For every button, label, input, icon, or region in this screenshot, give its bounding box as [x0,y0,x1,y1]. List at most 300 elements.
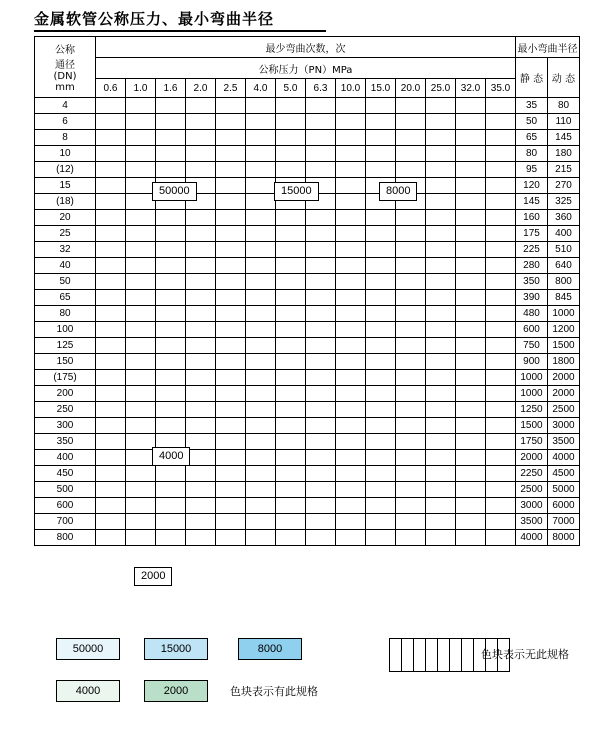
dn-value-cell: 450 [35,466,96,482]
spec-cell [486,354,516,370]
spec-cell [396,402,426,418]
radius-dynamic-cell: 110 [548,114,580,130]
spec-cell [126,130,156,146]
spec-cell [396,322,426,338]
spec-cell [276,290,306,306]
spec-cell [246,450,276,466]
spec-cell [156,322,186,338]
page-title: 金属软管公称压力、最小弯曲半径 [34,10,275,28]
spec-cell [336,130,366,146]
spec-cell [396,114,426,130]
spec-cell [216,322,246,338]
spec-cell [396,386,426,402]
legend-swatch-50000: 50000 [56,638,120,660]
radius-static-cell: 900 [516,354,548,370]
spec-cell [456,450,486,466]
spec-cell [456,146,486,162]
dn-value-cell: (18) [35,194,96,210]
spec-cell [126,322,156,338]
spec-cell [366,450,396,466]
radius-static-cell: 1750 [516,434,548,450]
spec-cell [126,514,156,530]
spec-cell [366,498,396,514]
dn-value-cell: 25 [35,226,96,242]
spec-cell [246,290,276,306]
radius-static-cell: 145 [516,194,548,210]
spec-cell [486,178,516,194]
spec-cell [486,530,516,546]
pressure-col-header: 4.0 [246,79,276,98]
spec-cell [276,274,306,290]
spec-cell [216,194,246,210]
spec-cell [396,370,426,386]
spec-cell [246,178,276,194]
table-row [35,290,580,306]
spec-cell [216,290,246,306]
table-row [35,322,580,338]
spec-cell [306,514,336,530]
spec-cell [336,354,366,370]
pressure-header: 公称压力（PN）MPa [96,58,516,79]
radius-dynamic-cell: 1000 [548,306,580,322]
spec-cell [216,482,246,498]
spec-cell [306,98,336,114]
spec-cell [126,274,156,290]
spec-cell [486,98,516,114]
dn-value-cell: 100 [35,322,96,338]
spec-cell [246,226,276,242]
pressure-col-header: 5.0 [276,79,306,98]
spec-cell [456,274,486,290]
spec-cell [456,210,486,226]
spec-cell [426,402,456,418]
spec-cell [186,98,216,114]
spec-cell [246,130,276,146]
dn-value-cell: 10 [35,146,96,162]
spec-cell [336,466,366,482]
spec-cell [276,322,306,338]
spec-cell [336,274,366,290]
spec-cell [426,274,456,290]
spec-cell [216,306,246,322]
spec-cell [186,290,216,306]
spec-table-container [34,36,580,582]
spec-cell [186,322,216,338]
radius-static-cell: 2500 [516,482,548,498]
spec-cell [216,530,246,546]
dn-value-cell: 125 [35,338,96,354]
spec-cell [126,226,156,242]
spec-cell [126,210,156,226]
spec-cell [366,162,396,178]
table-row [35,306,580,322]
table-row [35,466,580,482]
spec-cell [336,306,366,322]
spec-cell [216,354,246,370]
spec-cell [96,402,126,418]
spec-cell [366,146,396,162]
table-body [35,98,580,546]
radius-dynamic-cell: 8000 [548,530,580,546]
spec-cell [306,354,336,370]
table-row [35,242,580,258]
spec-cell [396,530,426,546]
spec-cell [426,290,456,306]
radius-dynamic-cell: 2500 [548,402,580,418]
dn-value-cell: 15 [35,178,96,194]
spec-cell [306,274,336,290]
spec-cell [366,322,396,338]
legend-swatch-2000: 2000 [144,680,208,702]
spec-cell [96,210,126,226]
spec-cell [156,162,186,178]
radius-dynamic-cell: 325 [548,194,580,210]
spec-cell [306,434,336,450]
spec-cell [96,130,126,146]
spec-cell [486,386,516,402]
bend-radius-header: 最小弯曲半径 [516,37,580,58]
spec-cell [156,514,186,530]
radius-static-cell: 3000 [516,498,548,514]
spec-cell [396,498,426,514]
spec-cell [246,210,276,226]
spec-cell [96,434,126,450]
spec-cell [96,146,126,162]
radius-static-cell: 4000 [516,530,548,546]
spec-cell [456,514,486,530]
pressure-col-header: 15.0 [366,79,396,98]
spec-cell [336,322,366,338]
spec-cell [336,98,366,114]
spec-cell [306,466,336,482]
no-spec-cell [390,639,402,672]
spec-cell [186,514,216,530]
spec-cell [396,98,426,114]
spec-cell [276,258,306,274]
spec-cell [186,354,216,370]
table-row [35,354,580,370]
spec-cell [486,306,516,322]
spec-cell [216,98,246,114]
dn-value-cell: 50 [35,274,96,290]
spec-cell [186,386,216,402]
spec-cell [156,530,186,546]
dn-header-line2: 通径 [55,60,75,71]
spec-cell [216,274,246,290]
spec-cell [246,306,276,322]
spec-cell [456,226,486,242]
radius-static-cell: 1250 [516,402,548,418]
spec-cell [96,114,126,130]
spec-cell [426,162,456,178]
spec-cell [396,466,426,482]
spec-cell [186,258,216,274]
spec-cell [336,194,366,210]
spec-cell [486,162,516,178]
radius-dynamic-cell: 4500 [548,466,580,482]
spec-cell [456,322,486,338]
spec-cell [336,450,366,466]
spec-cell [126,162,156,178]
spec-cell [216,498,246,514]
spec-cell [426,434,456,450]
spec-cell [216,386,246,402]
spec-cell [366,402,396,418]
radius-dynamic-cell: 145 [548,130,580,146]
spec-cell [126,338,156,354]
spec-cell [486,274,516,290]
radius-dynamic-cell: 3500 [548,434,580,450]
spec-cell [246,466,276,482]
spec-cell [366,226,396,242]
radius-static-cell: 175 [516,226,548,242]
spec-cell [396,418,426,434]
spec-cell [186,226,216,242]
radius-static-cell: 95 [516,162,548,178]
spec-cell [366,114,396,130]
radius-dynamic-cell: 80 [548,98,580,114]
spec-cell [246,354,276,370]
spec-cell [306,130,336,146]
spec-cell [186,530,216,546]
radius-static-cell: 160 [516,210,548,226]
spec-cell [276,530,306,546]
spec-cell [426,530,456,546]
spec-cell [186,210,216,226]
spec-cell [426,306,456,322]
pressure-col-header: 32.0 [456,79,486,98]
pressure-col-header: 2.5 [216,79,246,98]
table-row [35,482,580,498]
spec-cell [336,338,366,354]
spec-cell [156,370,186,386]
dn-header-line3: (DN) [53,71,77,82]
spec-cell [216,434,246,450]
radius-static-cell: 1000 [516,370,548,386]
spec-cell [426,354,456,370]
spec-cell [156,418,186,434]
spec-cell [396,258,426,274]
radius-static-cell: 390 [516,290,548,306]
pressure-col-header: 25.0 [426,79,456,98]
spec-cell [486,514,516,530]
table-row [35,514,580,530]
spec-cell [426,178,456,194]
bend-count-header: 最少弯曲次数，次 [96,37,516,58]
spec-cell [216,514,246,530]
spec-cell [276,354,306,370]
spec-cell [126,386,156,402]
spec-cell [246,258,276,274]
radius-dynamic-cell: 800 [548,274,580,290]
spec-cell [336,370,366,386]
spec-cell [156,226,186,242]
spec-cell [96,194,126,210]
spec-cell [186,418,216,434]
spec-cell [276,386,306,402]
dn-value-cell: 700 [35,514,96,530]
spec-table [34,36,580,546]
spec-cell [246,98,276,114]
spec-cell [396,130,426,146]
pressure-col-header: 1.6 [156,79,186,98]
spec-cell [96,450,126,466]
spec-cell [456,418,486,434]
spec-cell [336,530,366,546]
table-row [35,146,580,162]
spec-cell [276,306,306,322]
legend-note-has-spec: 色块表示有此规格 [230,685,318,698]
spec-cell [186,114,216,130]
spec-cell [246,162,276,178]
legend-note-no-spec: 色块表示无此规格 [481,648,569,661]
spec-cell [276,242,306,258]
spec-cell [456,242,486,258]
spec-cell [246,498,276,514]
spec-cell [126,290,156,306]
spec-cell [96,386,126,402]
no-spec-cell [450,639,462,672]
spec-cell [306,306,336,322]
spec-cell [96,354,126,370]
spec-cell [276,130,306,146]
dn-header-line1: 公称 [55,45,75,56]
spec-cell [186,162,216,178]
overlay-label-4000: 4000 [152,447,190,466]
spec-cell [216,162,246,178]
spec-cell [246,242,276,258]
spec-cell [456,434,486,450]
spec-cell [156,146,186,162]
spec-cell [486,210,516,226]
spec-cell [426,418,456,434]
spec-cell [126,482,156,498]
radius-dynamic-cell: 215 [548,162,580,178]
radius-static-cell: 65 [516,130,548,146]
dn-header-line4: mm [55,82,75,93]
legend-row-1 [34,638,574,668]
spec-cell [366,530,396,546]
spec-cell [366,418,396,434]
spec-cell [306,242,336,258]
spec-cell [426,258,456,274]
dn-value-cell: 400 [35,450,96,466]
table-row [35,434,580,450]
spec-cell [246,514,276,530]
table-row [35,450,580,466]
spec-cell [306,290,336,306]
dn-value-cell: 8 [35,130,96,146]
spec-cell [246,322,276,338]
radius-dynamic-cell: 1200 [548,322,580,338]
spec-cell [96,482,126,498]
spec-cell [426,242,456,258]
spec-cell [276,418,306,434]
spec-cell [336,114,366,130]
spec-cell [396,242,426,258]
overlay-label-8000: 8000 [379,182,417,201]
radius-dynamic-cell: 2000 [548,386,580,402]
spec-cell [336,498,366,514]
spec-cell [306,210,336,226]
spec-cell [306,226,336,242]
pressure-col-header: 20.0 [396,79,426,98]
spec-cell [486,450,516,466]
dn-value-cell: 20 [35,210,96,226]
radius-static-cell: 280 [516,258,548,274]
spec-cell [366,514,396,530]
radius-dynamic-cell: 510 [548,242,580,258]
table-row [35,370,580,386]
spec-cell [126,258,156,274]
spec-cell [126,354,156,370]
radius-static-cell: 600 [516,322,548,338]
spec-cell [456,466,486,482]
spec-cell [186,130,216,146]
radius-static-cell: 80 [516,146,548,162]
radius-static-cell: 225 [516,242,548,258]
spec-cell [306,386,336,402]
spec-cell [396,226,426,242]
legend-swatch-15000: 15000 [144,638,208,660]
radius-dynamic-cell: 2000 [548,370,580,386]
spec-cell [426,482,456,498]
radius-dynamic-cell: 180 [548,146,580,162]
spec-cell [486,194,516,210]
spec-cell [336,434,366,450]
spec-cell [246,434,276,450]
table-row [35,114,580,130]
spec-cell [456,498,486,514]
pressure-col-header: 35.0 [486,79,516,98]
spec-cell [306,498,336,514]
spec-cell [216,450,246,466]
spec-cell [336,242,366,258]
spec-cell [96,466,126,482]
spec-cell [486,338,516,354]
spec-cell [276,370,306,386]
spec-cell [456,130,486,146]
spec-cell [366,290,396,306]
spec-cell [126,418,156,434]
spec-cell [276,146,306,162]
spec-cell [456,114,486,130]
spec-cell [126,98,156,114]
spec-cell [216,258,246,274]
spec-cell [396,434,426,450]
no-spec-cell [438,639,450,672]
dn-value-cell: 500 [35,482,96,498]
spec-cell [276,114,306,130]
overlay-label-50000: 50000 [152,182,197,201]
spec-cell [426,98,456,114]
spec-cell [96,322,126,338]
pressure-col-header: 0.6 [96,79,126,98]
spec-cell [336,514,366,530]
spec-cell [216,402,246,418]
spec-cell [336,226,366,242]
spec-cell [426,514,456,530]
overlay-label-2000: 2000 [134,567,172,586]
radius-dynamic-cell: 640 [548,258,580,274]
spec-cell [366,274,396,290]
spec-cell [216,146,246,162]
spec-cell [216,370,246,386]
spec-cell [126,450,156,466]
spec-cell [306,162,336,178]
dn-value-cell: (12) [35,162,96,178]
spec-cell [156,258,186,274]
